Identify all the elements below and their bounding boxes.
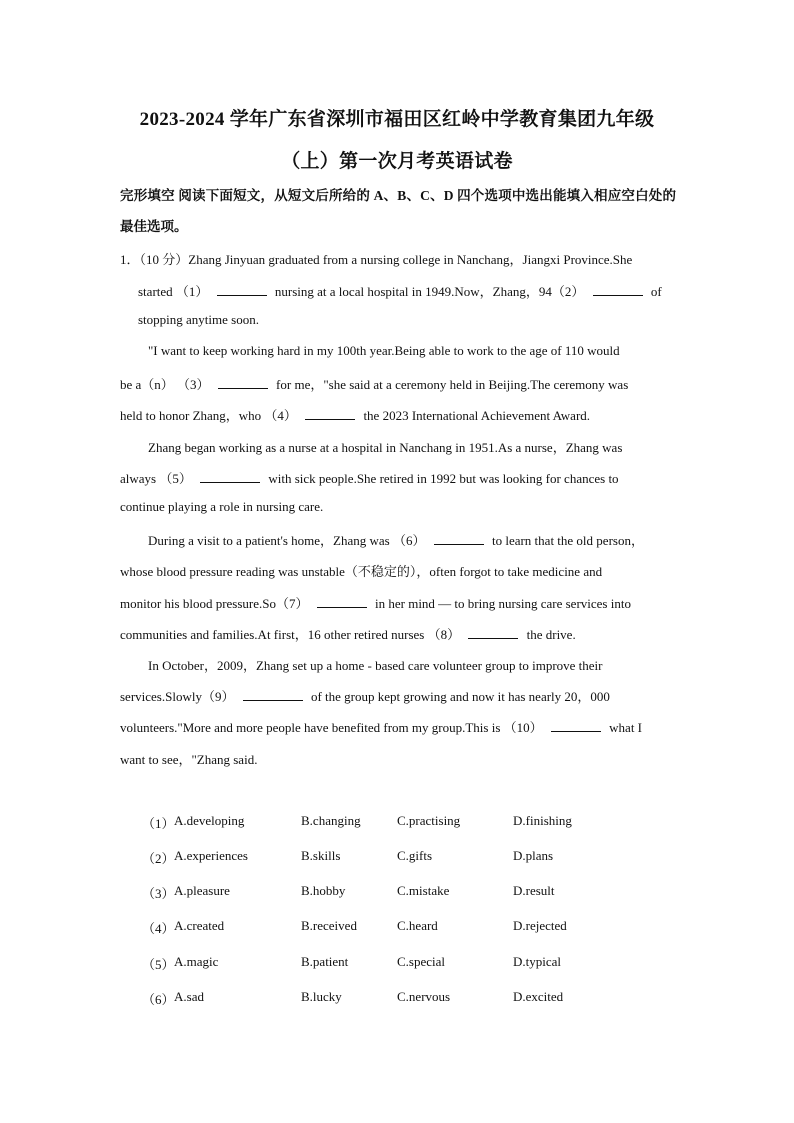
option-a: A.experiences bbox=[174, 848, 248, 863]
passage-line: 1．（10 分）Zhang Jinyuan graduated from a nursing college in Nanchang，Jiangxi Province.She bbox=[120, 252, 633, 267]
passage-line: "I want to keep working hard in my 100th year.Being able to work to the age of 110 would bbox=[148, 343, 620, 358]
option-number: （4） bbox=[142, 921, 175, 936]
option-number: （3） bbox=[142, 886, 175, 901]
option-number: （6） bbox=[142, 992, 175, 1007]
option-b: B.patient bbox=[301, 954, 349, 969]
passage-text: communities and families.At first，16 other retired nurses （8） bbox=[120, 627, 461, 642]
passage-line: In October，2009，Zhang set up a home - based care volunteer group to improve their bbox=[148, 658, 603, 673]
option-c: C.special bbox=[397, 954, 446, 969]
option-d: D.typical bbox=[513, 954, 562, 969]
passage-text: of bbox=[650, 284, 662, 299]
option-c: C.nervous bbox=[397, 989, 451, 1004]
passage-text: the drive. bbox=[526, 627, 576, 642]
passage-line bbox=[120, 405, 590, 424]
passage-line: whose blood pressure reading was unstable（不稳定的），often forgot to take medicine and bbox=[120, 564, 603, 579]
passage-text: in her mind — to bring nursing care services into bbox=[375, 596, 631, 611]
document-title-line-1: 2023-2024 学年广东省深圳市福田区红岭中学教育集团九年级 bbox=[139, 109, 655, 130]
answer-blank bbox=[434, 532, 484, 545]
option-a: A.sad bbox=[174, 989, 204, 1004]
passage-line: stopping anytime soon. bbox=[138, 312, 259, 327]
answer-blank bbox=[551, 719, 601, 732]
option-c: C.mistake bbox=[397, 883, 450, 898]
option-a: A.magic bbox=[174, 954, 219, 969]
option-d: D.result bbox=[513, 883, 555, 898]
option-number: （2） bbox=[142, 851, 175, 866]
option-c: C.gifts bbox=[397, 848, 433, 863]
option-c: C.practising bbox=[397, 813, 461, 828]
option-d: D.excited bbox=[513, 989, 564, 1004]
option-d: D.plans bbox=[513, 848, 554, 863]
passage-text: always （5） bbox=[120, 471, 192, 486]
passage-line bbox=[120, 468, 619, 487]
answer-blank bbox=[593, 283, 643, 296]
section-instruction: 完形填空 阅读下面短文，从短文后所给的 A、B、C、D 四个选项中选出能填入相应空白处的最佳选项。 bbox=[120, 188, 676, 234]
option-a: A.developing bbox=[174, 813, 245, 828]
passage-text: During a visit to a patient's home，Zhang was （6） bbox=[148, 533, 426, 548]
passage-text: of the group kept growing and now it has nearly 20，000 bbox=[310, 689, 610, 704]
option-b: B.received bbox=[301, 918, 357, 933]
passage-line bbox=[120, 593, 631, 612]
option-b: B.changing bbox=[301, 813, 361, 828]
passage-line bbox=[120, 686, 610, 705]
passage-line bbox=[138, 281, 662, 300]
passage-text: monitor his blood pressure.So（7） bbox=[120, 596, 309, 611]
option-b: B.skills bbox=[301, 848, 341, 863]
option-d: D.finishing bbox=[513, 813, 572, 828]
passage-text: nursing at a local hospital in 1949.Now，Zhang，94（2） bbox=[274, 284, 585, 299]
passage-line: want to see，"Zhang said. bbox=[120, 752, 258, 767]
passage-line bbox=[120, 717, 642, 736]
option-d: D.rejected bbox=[513, 918, 567, 933]
answer-blank bbox=[317, 595, 367, 608]
answer-blank bbox=[218, 376, 268, 389]
passage-text: services.Slowly（9） bbox=[120, 689, 235, 704]
document-title-line-2: （上）第一次月考英语试卷 bbox=[281, 151, 513, 172]
passage-text: the 2023 International Achievement Award. bbox=[363, 408, 591, 423]
answer-blank bbox=[243, 688, 303, 701]
passage-line bbox=[120, 624, 576, 643]
option-number: （5） bbox=[142, 957, 175, 972]
option-a: A.created bbox=[174, 918, 225, 933]
passage-text: what I bbox=[609, 720, 643, 735]
answer-blank bbox=[200, 470, 260, 483]
passage-line: Zhang began working as a nurse at a hospital in Nanchang in 1951.As a nurse，Zhang was bbox=[148, 440, 623, 455]
passage-text: be a（n） （3） bbox=[120, 377, 210, 392]
option-b: B.lucky bbox=[301, 989, 342, 1004]
option-c: C.heard bbox=[397, 918, 438, 933]
passage-text: with sick people.She retired in 1992 but was looking for chances to bbox=[268, 471, 619, 486]
passage-line bbox=[148, 530, 644, 549]
passage-line bbox=[120, 374, 628, 393]
option-number: （1） bbox=[142, 816, 175, 831]
option-a: A.pleasure bbox=[174, 883, 230, 898]
passage-text: started （1） bbox=[138, 284, 209, 299]
passage-text: volunteers."More and more people have benefited from my group.This is （10） bbox=[120, 720, 543, 735]
answer-blank bbox=[305, 407, 355, 420]
passage-text: to learn that the old person， bbox=[491, 533, 644, 548]
passage-text: for me，"she said at a ceremony held in Beijing.The ceremony was bbox=[276, 377, 629, 392]
answer-blank bbox=[468, 626, 518, 639]
passage-line: continue playing a role in nursing care. bbox=[120, 499, 324, 514]
answer-blank bbox=[217, 283, 267, 296]
option-b: B.hobby bbox=[301, 883, 346, 898]
passage-text: held to honor Zhang，who （4） bbox=[120, 408, 297, 423]
